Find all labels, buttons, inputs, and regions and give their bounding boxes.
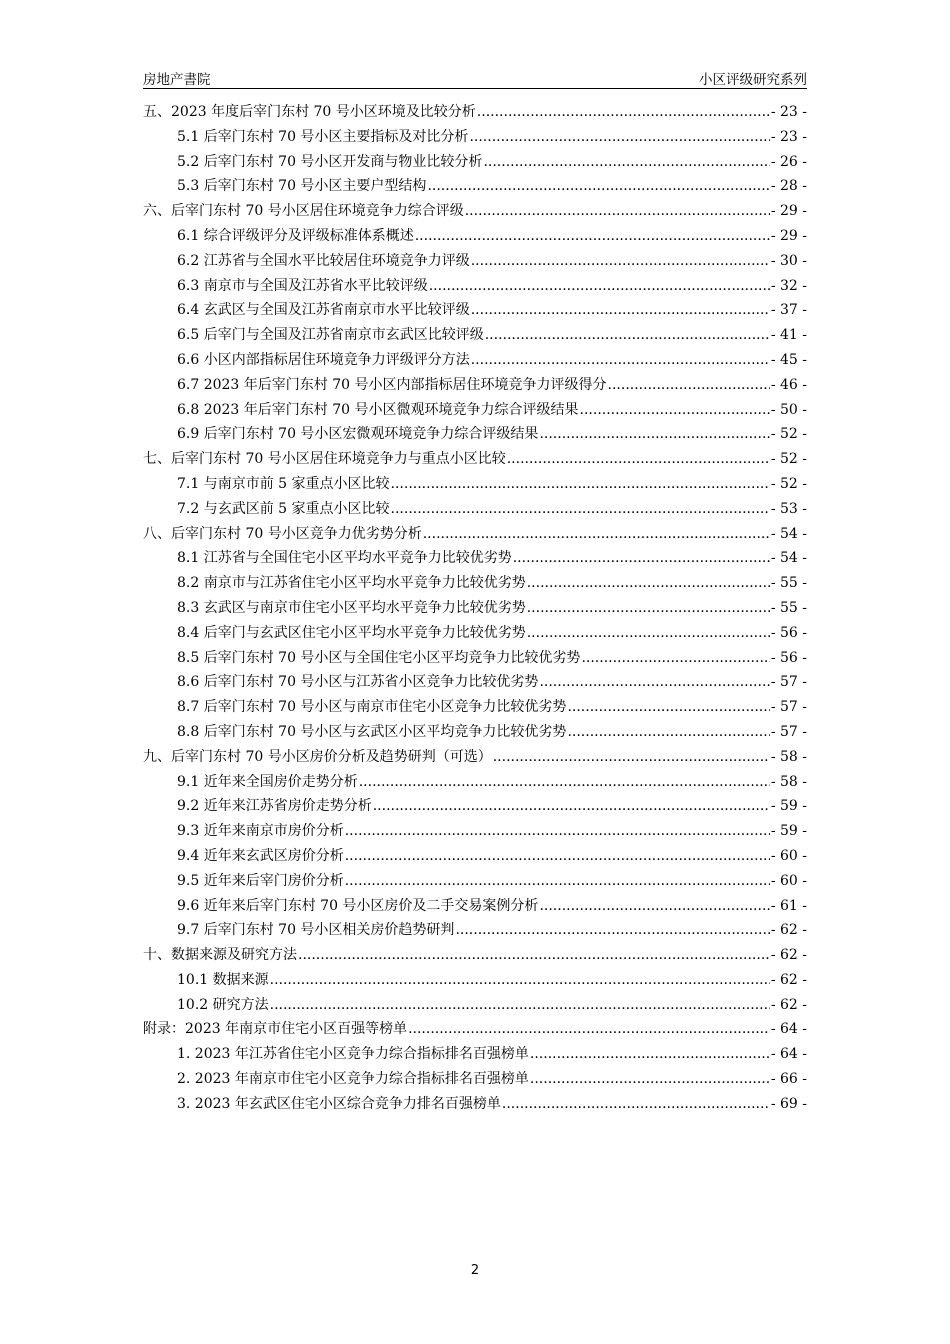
toc-dot-leader <box>427 174 769 199</box>
toc-entry-page: - 59 - <box>770 798 807 815</box>
toc-entry-page: - 56 - <box>770 649 807 666</box>
toc-section-entry[interactable] <box>143 274 807 299</box>
toc-section-entry[interactable] <box>143 968 807 993</box>
toc-section-entry[interactable] <box>143 670 807 695</box>
toc-entry-title: 8.2 南京市与江苏省住宅小区平均水平竞争力比较优劣势 <box>177 575 526 592</box>
toc-dot-leader <box>408 1017 770 1042</box>
toc-entry-title: 9.1 近年来全国房价走势分析 <box>177 773 358 790</box>
toc-entry-page: - 28 - <box>770 178 807 195</box>
toc-chapter-entry[interactable] <box>143 522 807 547</box>
toc-entry-page: - 46 - <box>770 376 807 393</box>
toc-entry-title: 2. 2023 年南京市住宅小区竞争力综合指标排名百强榜单 <box>177 1071 529 1088</box>
toc-entry-page: - 53 - <box>770 500 807 517</box>
toc-entry-page: - 57 - <box>770 674 807 691</box>
toc-section-entry[interactable] <box>143 298 807 323</box>
page-number: 2 <box>470 1263 480 1278</box>
toc-entry-page: - 52 - <box>770 475 807 492</box>
toc-entry-title: 6.2 江苏省与全国水平比较居住环境竞争力评级 <box>177 252 470 269</box>
toc-section-entry[interactable] <box>143 720 807 745</box>
toc-chapter-entry[interactable] <box>143 100 807 125</box>
toc-entry-page: - 62 - <box>770 971 807 988</box>
toc-entry-page: - 62 - <box>770 947 807 964</box>
toc-section-entry[interactable] <box>143 497 807 522</box>
toc-entry-title: 8.5 后宰门东村 70 号小区与全国住宅小区平均竞争力比较优劣势 <box>177 649 581 666</box>
toc-dot-leader <box>415 224 770 249</box>
toc-entry-page: - 62 - <box>770 996 807 1013</box>
toc-section-entry[interactable] <box>143 150 807 175</box>
toc-dot-leader <box>298 943 770 968</box>
toc-dot-leader <box>455 918 769 943</box>
toc-entry-title: 8.7 后宰门东村 70 号小区与南京市住宅小区竞争力比较优劣势 <box>177 699 567 716</box>
toc-entry-page: - 29 - <box>770 203 807 220</box>
toc-section-entry[interactable] <box>143 918 807 943</box>
toc-entry-page: - 56 - <box>770 624 807 641</box>
toc-entry-title: 七、后宰门东村 70 号小区居住环境竞争力与重点小区比较 <box>143 451 506 468</box>
toc-dot-leader <box>527 621 770 646</box>
toc-entry-page: - 57 - <box>770 699 807 716</box>
toc-entry-title: 7.2 与玄武区前 5 家重点小区比较 <box>177 500 390 517</box>
toc-entry-page: - 29 - <box>770 227 807 244</box>
toc-entry-title: 8.3 玄武区与南京市住宅小区平均水平竞争力比较优劣势 <box>177 599 526 616</box>
toc-entry-page: - 59 - <box>770 823 807 840</box>
toc-entry-title: 6.1 综合评级评分及评级标准体系概述 <box>177 227 414 244</box>
toc-chapter-entry[interactable] <box>143 1017 807 1042</box>
toc-section-entry[interactable] <box>143 596 807 621</box>
toc-entry-page: - 23 - <box>770 128 807 145</box>
toc-section-entry[interactable] <box>143 224 807 249</box>
toc-dot-leader <box>539 422 769 447</box>
toc-section-entry[interactable] <box>143 695 807 720</box>
toc-dot-leader <box>567 720 769 745</box>
toc-section-entry[interactable] <box>143 894 807 919</box>
toc-dot-leader <box>345 869 770 894</box>
toc-section-entry[interactable] <box>143 546 807 571</box>
toc-dot-leader <box>507 447 770 472</box>
toc-dot-leader <box>539 894 769 919</box>
toc-entry-page: - 62 - <box>770 922 807 939</box>
toc-entry-page: - 66 - <box>770 1071 807 1088</box>
toc-entry-title: 9.2 近年来江苏省房价走势分析 <box>177 798 372 815</box>
toc-section-entry[interactable] <box>143 422 807 447</box>
toc-section-entry[interactable] <box>143 571 807 596</box>
toc-dot-leader <box>391 497 770 522</box>
toc-dot-leader <box>539 670 769 695</box>
toc-entry-title: 5.3 后宰门东村 70 号小区主要户型结构 <box>177 178 427 195</box>
toc-chapter-entry[interactable] <box>143 745 807 770</box>
header-series-title: 小区评级研究系列 <box>699 72 807 88</box>
toc-entry-title: 9.5 近年来后宰门房价分析 <box>177 872 344 889</box>
toc-entry-title: 9.3 近年来南京市房价分析 <box>177 823 344 840</box>
toc-entry-title: 9.7 后宰门东村 70 号小区相关房价趋势研判 <box>177 922 455 939</box>
toc-entry-page: - 60 - <box>770 847 807 864</box>
toc-dot-leader <box>567 695 769 720</box>
toc-entry-page: - 61 - <box>770 897 807 914</box>
page-header <box>143 66 807 89</box>
toc-chapter-entry[interactable] <box>143 447 807 472</box>
toc-dot-leader <box>581 646 769 671</box>
toc-entry-title: 附录：2023 年南京市住宅小区百强等榜单 <box>143 1021 408 1038</box>
toc-entry-title: 9.6 近年来后宰门东村 70 号小区房价及二手交易案例分析 <box>177 897 539 914</box>
toc-dot-leader <box>469 125 769 150</box>
toc-section-entry[interactable] <box>143 249 807 274</box>
toc-dot-leader <box>527 571 770 596</box>
toc-entry-title: 3. 2023 年玄武区住宅小区综合竞争力排名百强榜单 <box>177 1095 501 1112</box>
toc-entry-page: - 69 - <box>770 1095 807 1112</box>
toc-entry-page: - 64 - <box>770 1021 807 1038</box>
toc-entry-title: 10.2 研究方法 <box>177 996 269 1013</box>
header-publisher: 房地产書院 <box>143 72 211 88</box>
toc-entry-title: 6.4 玄武区与全国及江苏省南京市水平比较评级 <box>177 302 470 319</box>
toc-entry-page: - 50 - <box>770 401 807 418</box>
toc-dot-leader <box>502 1092 770 1117</box>
toc-dot-leader <box>471 348 770 373</box>
toc-entry-title: 5.1 后宰门东村 70 号小区主要指标及对比分析 <box>177 128 469 145</box>
table-of-contents <box>143 100 807 1117</box>
toc-section-entry[interactable] <box>143 323 807 348</box>
toc-dot-leader <box>513 546 770 571</box>
toc-entry-title: 十、数据来源及研究方法 <box>143 947 297 964</box>
toc-entry-title: 五、2023 年度后宰门东村 70 号小区环境及比较分析 <box>143 104 476 120</box>
toc-dot-leader <box>580 398 770 423</box>
toc-entry-page: - 57 - <box>770 723 807 740</box>
toc-entry-title: 九、后宰门东村 70 号小区房价分析及趋势研判（可选） <box>143 748 492 765</box>
toc-dot-leader <box>608 373 770 398</box>
toc-dot-leader <box>471 249 770 274</box>
toc-section-entry[interactable] <box>143 844 807 869</box>
toc-entry-title: 8.8 后宰门东村 70 号小区与玄武区小区平均竞争力比较优劣势 <box>177 723 567 740</box>
toc-entry-title: 8.6 后宰门东村 70 号小区与江苏省小区竞争力比较优劣势 <box>177 674 539 691</box>
toc-entry-title: 六、后宰门东村 70 号小区居住环境竞争力综合评级 <box>143 203 464 220</box>
toc-entry-title: 6.8 2023 年后宰门东村 70 号小区微观环境竞争力综合评级结果 <box>177 401 579 418</box>
toc-entry-page: - 52 - <box>770 451 807 468</box>
toc-section-entry[interactable] <box>143 819 807 844</box>
toc-section-entry[interactable] <box>143 1092 807 1117</box>
toc-entry-title: 6.3 南京市与全国及江苏省水平比较评级 <box>177 277 428 294</box>
toc-entry-title: 6.9 后宰门东村 70 号小区宏微观环境竞争力综合评级结果 <box>177 426 539 443</box>
toc-entry-title: 7.1 与南京市前 5 家重点小区比较 <box>177 475 390 492</box>
toc-entry-page: - 37 - <box>770 302 807 319</box>
toc-section-entry[interactable] <box>143 348 807 373</box>
toc-dot-leader <box>485 323 770 348</box>
toc-dot-leader <box>373 794 770 819</box>
toc-dot-leader <box>429 274 770 299</box>
toc-entry-page: - 60 - <box>770 872 807 889</box>
toc-entry-title: 5.2 后宰门东村 70 号小区开发商与物业比较分析 <box>177 153 483 170</box>
toc-entry-page: - 32 - <box>770 277 807 294</box>
toc-dot-leader <box>391 472 770 497</box>
toc-dot-leader <box>465 199 770 224</box>
toc-section-entry[interactable] <box>143 373 807 398</box>
toc-section-entry[interactable] <box>143 472 807 497</box>
toc-entry-page: - 55 - <box>770 575 807 592</box>
toc-section-entry[interactable] <box>143 1067 807 1092</box>
toc-dot-leader <box>423 522 770 547</box>
toc-section-entry[interactable] <box>143 794 807 819</box>
toc-entry-page: - 55 - <box>770 599 807 616</box>
toc-entry-title: 8.4 后宰门与玄武区住宅小区平均水平竞争力比较优劣势 <box>177 624 526 641</box>
toc-entry-page: - 26 - <box>770 153 807 170</box>
toc-entry-title: 6.5 后宰门与全国及江苏省南京市玄武区比较评级 <box>177 327 484 344</box>
toc-dot-leader <box>270 993 770 1018</box>
toc-entry-page: - 30 - <box>770 252 807 269</box>
toc-chapter-entry[interactable] <box>143 943 807 968</box>
toc-entry-title: 8.1 江苏省与全国住宅小区平均水平竞争力比较优劣势 <box>177 550 512 567</box>
toc-section-entry[interactable] <box>143 646 807 671</box>
toc-dot-leader <box>359 770 770 795</box>
toc-section-entry[interactable] <box>143 398 807 423</box>
toc-dot-leader <box>527 596 770 621</box>
toc-entry-page: - 23 - <box>770 104 807 120</box>
toc-entry-title: 1. 2023 年江苏省住宅小区竞争力综合指标排名百强榜单 <box>177 1046 529 1063</box>
toc-entry-title: 9.4 近年来玄武区房价分析 <box>177 847 344 864</box>
toc-entry-title: 10.1 数据来源 <box>177 971 269 988</box>
toc-section-entry[interactable] <box>143 869 807 894</box>
toc-entry-page: - 58 - <box>770 748 807 765</box>
toc-entry-page: - 54 - <box>770 550 807 567</box>
toc-section-entry[interactable] <box>143 621 807 646</box>
toc-section-entry[interactable] <box>143 993 807 1018</box>
toc-dot-leader <box>493 745 770 770</box>
toc-entry-page: - 52 - <box>770 426 807 443</box>
toc-section-entry[interactable] <box>143 174 807 199</box>
toc-dot-leader <box>345 819 770 844</box>
toc-dot-leader <box>471 298 770 323</box>
toc-entry-page: - 45 - <box>770 351 807 368</box>
toc-entry-title: 6.6 小区内部指标居住环境竞争力评级评分方法 <box>177 351 470 368</box>
toc-dot-leader <box>483 150 769 175</box>
toc-entry-page: - 58 - <box>770 773 807 790</box>
toc-section-entry[interactable] <box>143 125 807 150</box>
toc-section-entry[interactable] <box>143 770 807 795</box>
toc-section-entry[interactable] <box>143 1042 807 1067</box>
toc-chapter-entry[interactable] <box>143 199 807 224</box>
toc-dot-leader <box>477 100 770 125</box>
toc-entry-page: - 54 - <box>770 525 807 542</box>
toc-dot-leader <box>345 844 770 869</box>
toc-entry-title: 八、后宰门东村 70 号小区竞争力优劣势分析 <box>143 525 422 542</box>
toc-entry-page: - 64 - <box>770 1046 807 1063</box>
toc-dot-leader <box>530 1067 770 1092</box>
toc-entry-title: 6.7 2023 年后宰门东村 70 号小区内部指标居住环境竞争力评级得分 <box>177 376 607 393</box>
toc-entry-page: - 41 - <box>770 327 807 344</box>
toc-dot-leader <box>270 968 770 993</box>
toc-dot-leader <box>530 1042 770 1067</box>
